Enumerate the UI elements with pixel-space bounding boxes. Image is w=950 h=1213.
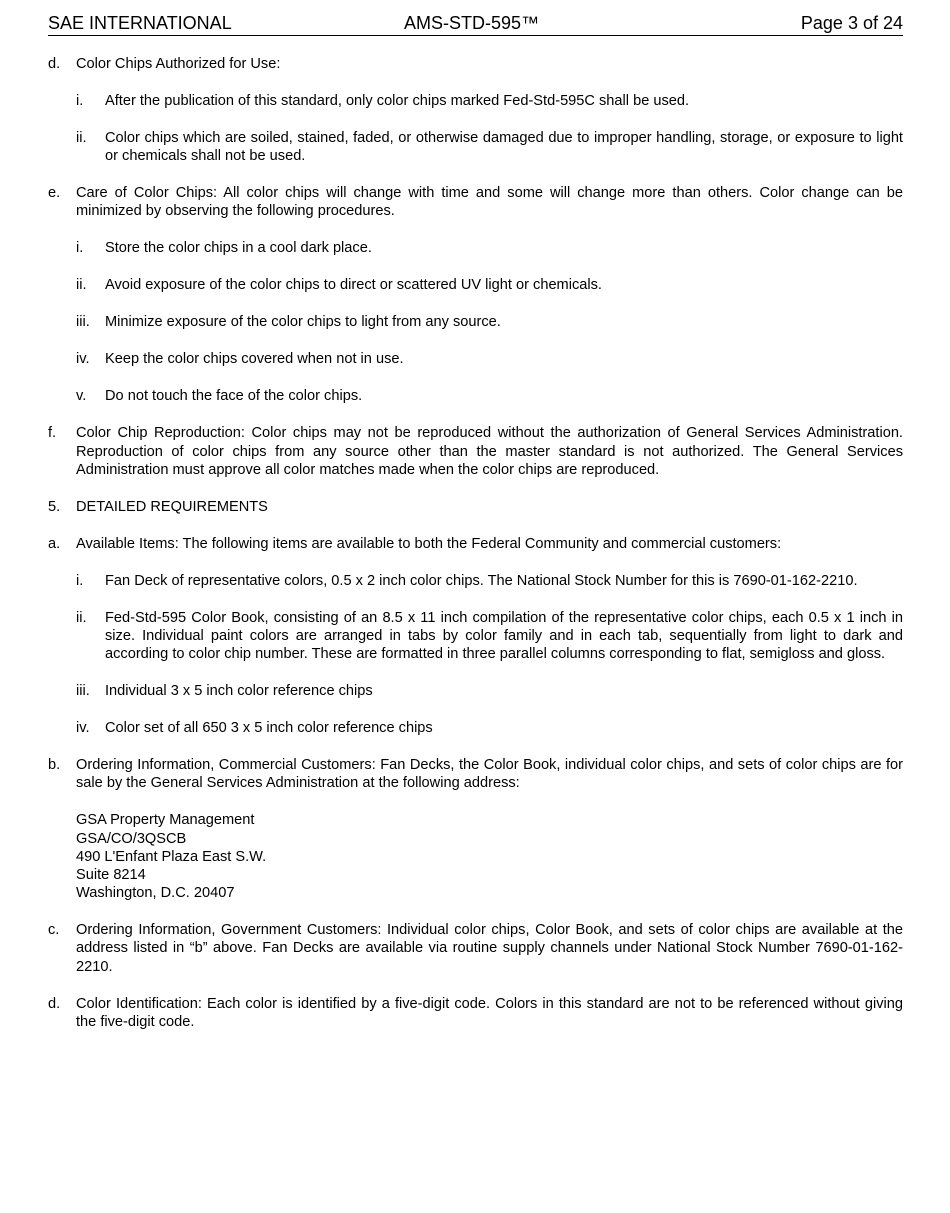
list-item (76, 129, 903, 165)
list-marker: iv. (76, 351, 90, 368)
list-marker: i. (76, 93, 84, 109)
list-item-text: Store the color chips in a cool dark place. (105, 240, 372, 257)
list-item (76, 387, 903, 405)
list-item-text: Keep the color chips covered when not in use. (105, 351, 404, 368)
list-item (76, 239, 903, 257)
header-document-id: AMS-STD-595™ (404, 13, 540, 33)
list-item (76, 313, 903, 331)
list-item-text: Color chips which are soiled, stained, faded, or otherwise damaged due to improper handling, storage, or exposure to light or chemicals shall not be used. (105, 130, 903, 165)
paragraph-text: Care of Color Chips: All color chips will change with time and some will change more than others. Color change can be minimized by observing the following procedures. (76, 185, 903, 220)
list-item-text: Color set of all 650 3 x 5 inch color reference chips (105, 720, 433, 737)
header-organization: SAE INTERNATIONAL (48, 13, 232, 33)
paragraph-b-commercial-ordering (48, 756, 903, 792)
paragraph-e-care-of-chips (48, 184, 903, 220)
list-marker: iii. (76, 314, 90, 331)
list-marker: ii. (76, 130, 87, 146)
list-marker: iv. (76, 720, 90, 737)
paragraph-c-government-ordering (48, 921, 903, 976)
list-item (76, 92, 903, 110)
list-marker: c. (48, 922, 60, 939)
document-page (48, 12, 903, 1031)
list-marker: ii. (76, 277, 87, 294)
address-line: GSA/CO/3QSCB (76, 830, 187, 847)
list-marker: d. (48, 56, 61, 72)
list-marker: ii. (76, 609, 87, 626)
list-marker: v. (76, 388, 87, 405)
list-marker: i. (76, 240, 84, 257)
paragraph-d-authorized-chips (48, 55, 903, 73)
list-item-text: Minimize exposure of the color chips to light from any source. (105, 314, 501, 331)
list-marker: d. (48, 995, 61, 1012)
list-item-text: Individual 3 x 5 inch color reference chips (105, 683, 373, 700)
list-marker: i. (76, 572, 84, 589)
list-marker: a. (48, 535, 61, 552)
list-item-text: Fed-Std-595 Color Book, consisting of an 8.5 x 11 inch compilation of the representative color chips, each 0.5 x 1 inch in size. Individual paint colors are arranged in tabs by color family and in each tab, sequentially from light to dark and according to color chip number. These are formatted in three parallel columns corresponding to flat, semigloss and gloss. (105, 609, 903, 663)
section-title: DETAILED REQUIREMENTS (76, 498, 268, 515)
document-body (48, 36, 903, 1031)
paragraph-text: Color Identification: Each color is identified by a five-digit code. Colors in this standard are not to be referenced without giving the five-digit code. (76, 995, 903, 1030)
list-item (76, 572, 903, 590)
paragraph-f-reproduction (48, 424, 903, 479)
list-item (76, 682, 903, 700)
paragraph-text: Ordering Information, Commercial Customers: Fan Decks, the Color Book, individual color chips, and sets of color chips are for sale by the General Services Administration at the following address: (76, 757, 903, 792)
list-item (76, 276, 903, 294)
page-header (48, 12, 903, 36)
list-marker: b. (48, 757, 61, 774)
section-heading-detailed-requirements (48, 498, 903, 516)
header-page-number: Page 3 of 24 (800, 13, 903, 33)
address-line: Washington, D.C. 20407 (76, 885, 235, 902)
list-item-text: Do not touch the face of the color chips. (105, 388, 363, 405)
section-number: 5. (48, 498, 61, 515)
list-item-text: Avoid exposure of the color chips to direct or scattered UV light or chemicals. (105, 277, 602, 294)
paragraph-text: Color Chips Authorized for Use: (76, 56, 281, 72)
paragraph-d-color-identification (48, 995, 903, 1031)
list-item (76, 609, 903, 664)
list-marker: e. (48, 185, 61, 202)
paragraph-a-available-items (48, 535, 903, 553)
paragraph-text: Ordering Information, Government Customers: Individual color chips, Color Book, and sets of color chips are available at the address listed in “b” above. Fan Decks are available via routine supply channels under National Stock Number 7690-01-162-2210. (76, 922, 903, 975)
address-line: 490 L'Enfant Plaza East S.W. (76, 848, 267, 865)
address-line: GSA Property Management (76, 812, 255, 829)
list-item (76, 719, 903, 737)
list-item-text: Fan Deck of representative colors, 0.5 x 2 inch color chips. The National Stock Number for this is 7690-01-162-2210. (105, 572, 858, 589)
mailing-address (48, 811, 903, 902)
list-item-text: After the publication of this standard, only color chips marked Fed-Std-595C shall be used. (105, 93, 690, 109)
list-marker: f. (48, 425, 57, 442)
paragraph-text: Available Items: The following items are available to both the Federal Community and commercial customers: (76, 535, 782, 552)
address-line: Suite 8214 (76, 867, 146, 884)
paragraph-text: Color Chip Reproduction: Color chips may not be reproduced without the authorization of General Services Administration. Reproduction of color chips from any source other than the master standard is not authorized. The General Services Administration must approve all color matches made when the color chips are reproduced. (76, 425, 903, 478)
list-marker: iii. (76, 683, 90, 700)
list-item (76, 350, 903, 368)
